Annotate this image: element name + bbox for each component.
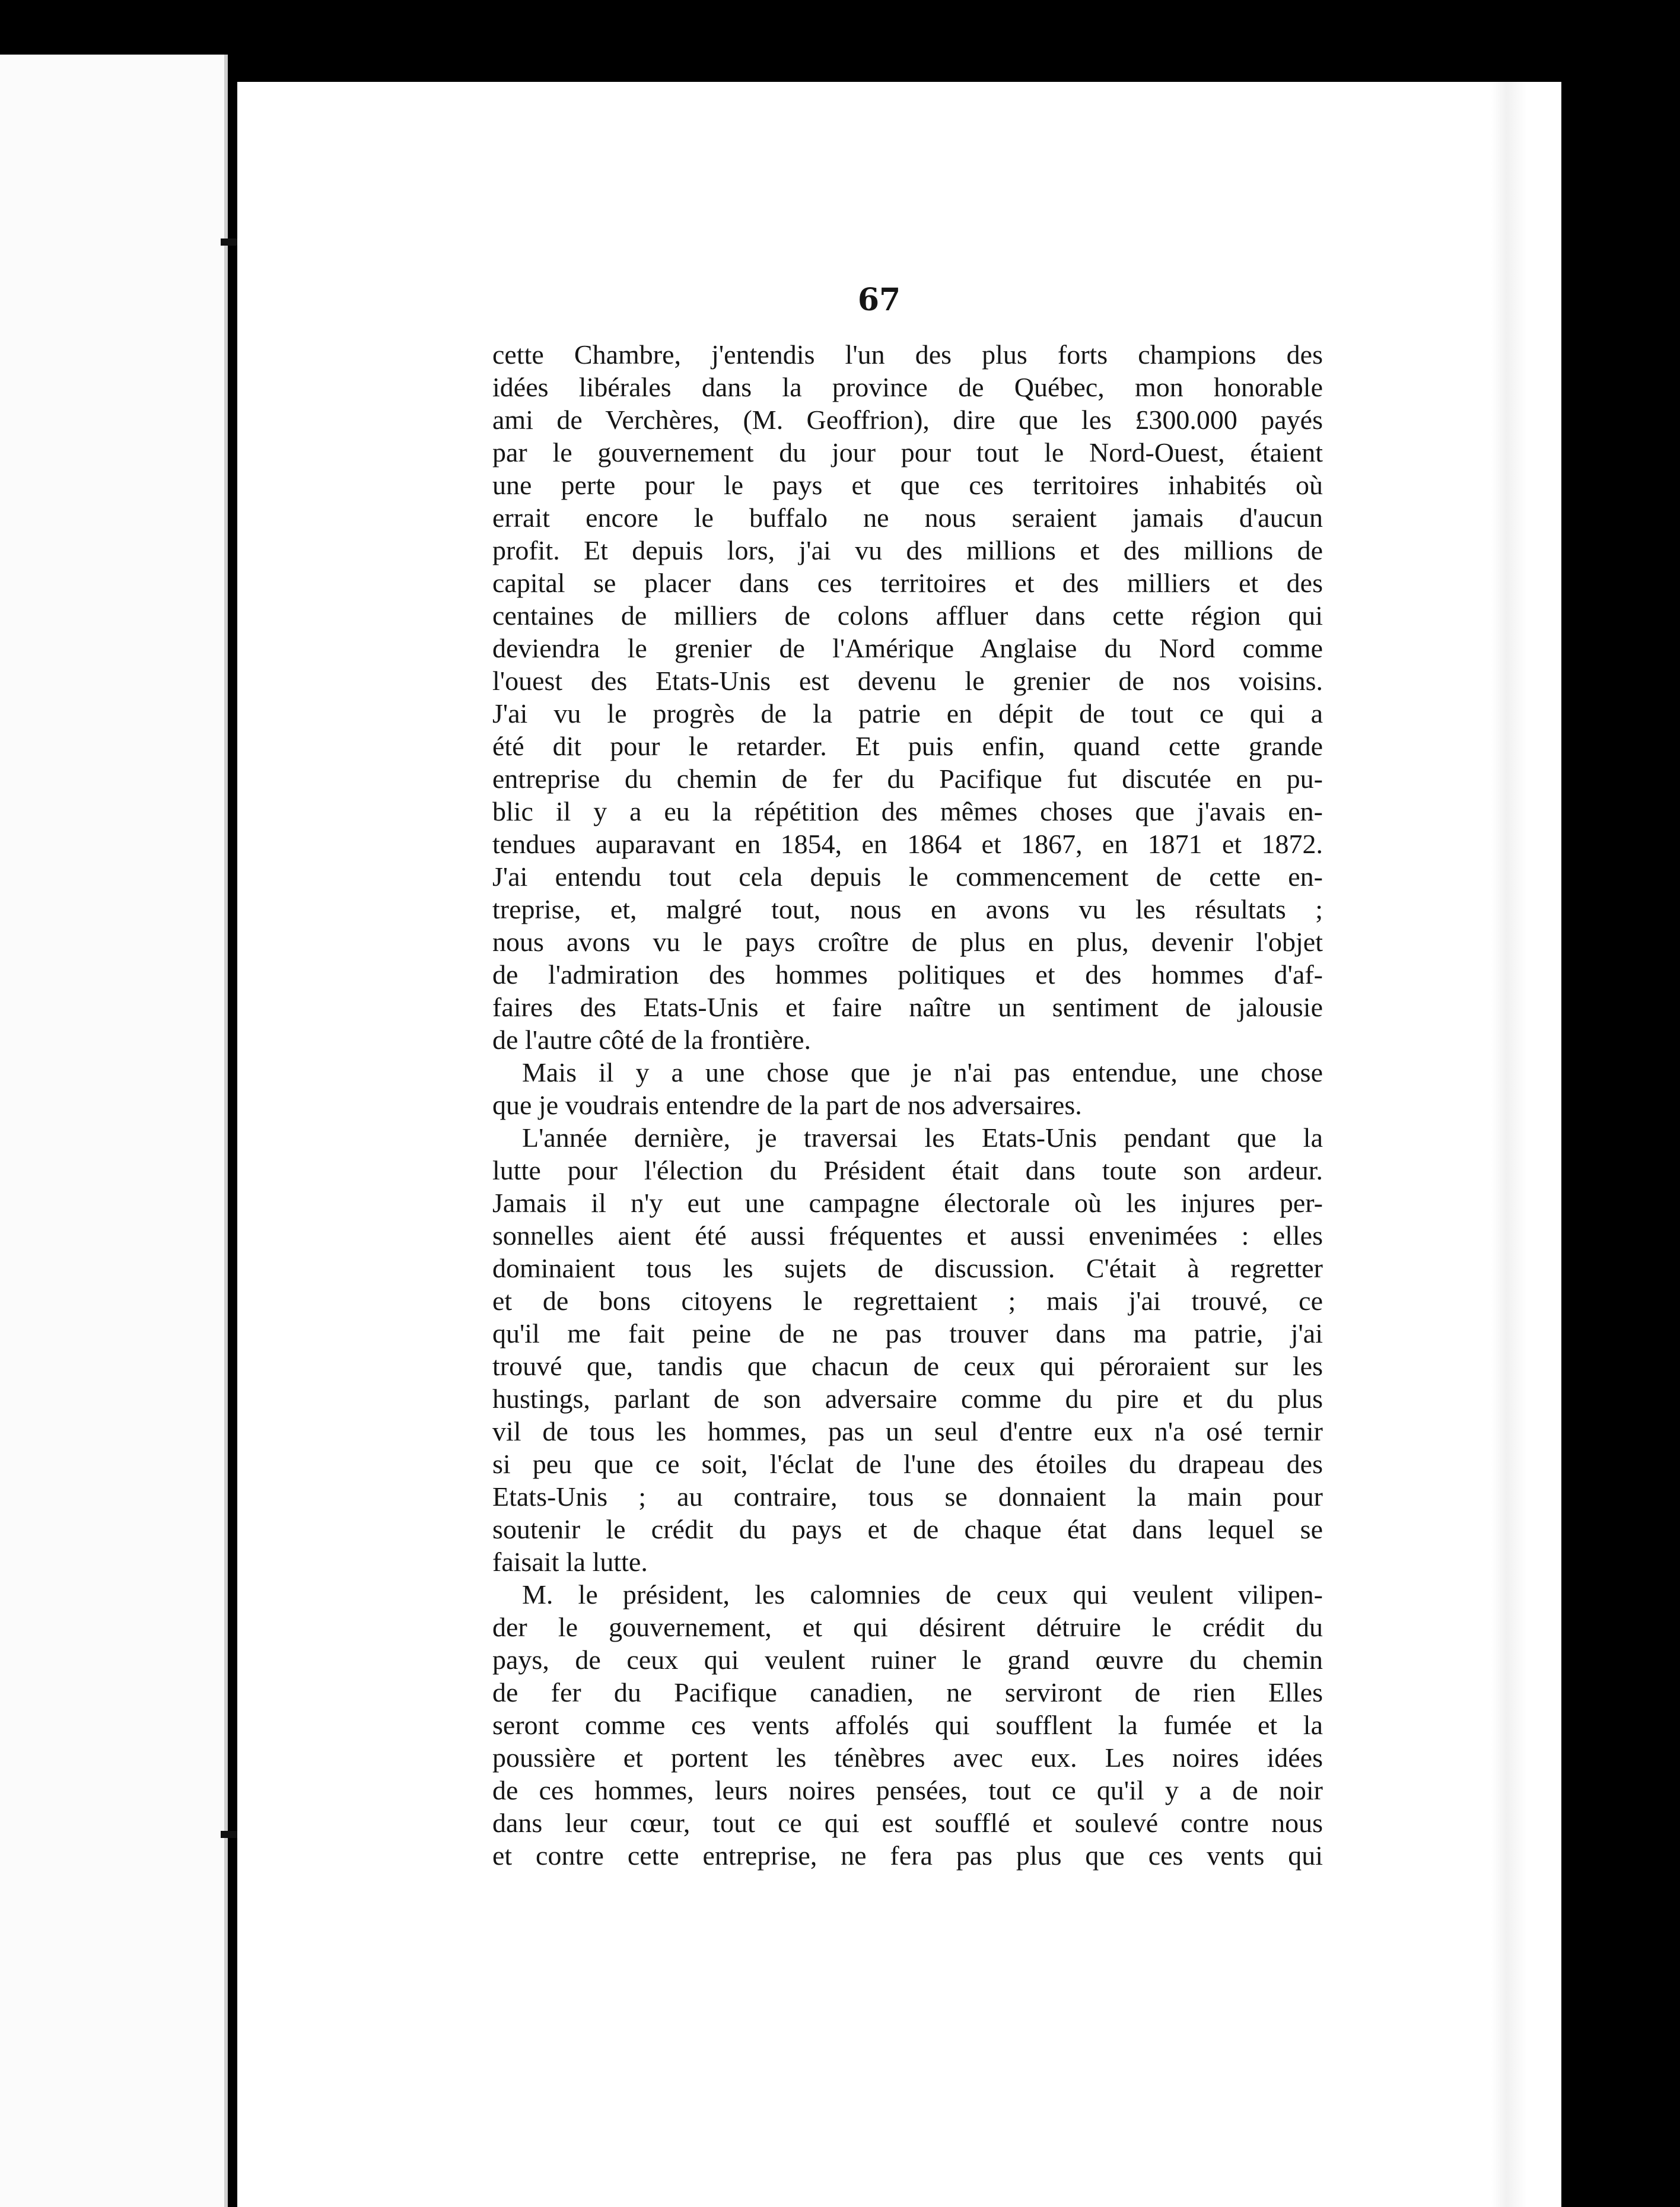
text-line: si peu que ce soit, l'éclat de l'une des étoiles du drapeau des <box>492 1449 1323 1479</box>
text-line: une perte pour le pays et que ces territoires inhabités où <box>492 470 1323 500</box>
text-line: deviendra le grenier de l'Amérique Anglaise du Nord comme <box>492 633 1323 663</box>
text-line: idées libérales dans la province de Québec, mon honorable <box>492 372 1323 402</box>
text-line: errait encore le buffalo ne nous seraient jamais d'aucun <box>492 503 1323 533</box>
text-line: et de bons citoyens le regrettaient ; mais j'ai trouvé, ce <box>492 1286 1323 1316</box>
text-line: capital se placer dans ces territoires et des milliers et des <box>492 568 1323 598</box>
body-text <box>492 338 1323 1872</box>
text-line: faisait la lutte. <box>492 1547 648 1577</box>
page-fold-shadow <box>1491 82 1507 2207</box>
text-line: nous avons vu le pays croître de plus en plus, devenir l'objet <box>492 927 1323 957</box>
text-line: poussière et portent les ténèbres avec eux. Les noires idées <box>492 1742 1323 1773</box>
text-line: centaines de milliers de colons affluer dans cette région qui <box>492 600 1323 631</box>
text-line: J'ai vu le progrès de la patrie en dépit de tout ce qui a <box>492 698 1323 729</box>
text-line: de l'autre côté de la frontière. <box>492 1025 811 1055</box>
facing-page-edge <box>0 55 228 2207</box>
page-number: 67 <box>857 282 901 318</box>
text-line: M. le président, les calomnies de ceux qui veulent vilipen- <box>522 1579 1323 1610</box>
text-line: entreprise du chemin de fer du Pacifique fut discutée en pu- <box>492 764 1323 794</box>
text-line: ami de Verchères, (M. Geoffrion), dire que les £300.000 payés <box>492 405 1323 435</box>
text-line: faires des Etats-Unis et faire naître un sentiment de jalousie <box>492 992 1323 1022</box>
text-line: et contre cette entreprise, ne fera pas plus que ces vents qui <box>492 1840 1323 1871</box>
text-line: blic il y a eu la répétition des mêmes choses que j'avais en- <box>492 796 1323 826</box>
text-line: soutenir le crédit du pays et de chaque état dans lequel se <box>492 1514 1323 1544</box>
margin-mark <box>221 238 238 246</box>
text-line: treprise, et, malgré tout, nous en avons vu les résultats ; <box>492 894 1323 924</box>
text-line: sonnelles aient été aussi fréquentes et aussi envenimées : elles <box>492 1220 1323 1251</box>
text-line: hustings, parlant de son adversaire comme du pire et du plus <box>492 1384 1323 1414</box>
text-line: dans leur cœur, tout ce qui est soufflé et soulevé contre nous <box>492 1808 1323 1838</box>
text-line: profit. Et depuis lors, j'ai vu des millions et des millions de <box>492 535 1323 565</box>
text-line: l'ouest des Etats-Unis est devenu le grenier de nos voisins. <box>492 666 1323 696</box>
text-line: Jamais il n'y eut une campagne électorale où les injures per- <box>492 1188 1323 1218</box>
text-line: der le gouvernement, et qui désirent détruire le crédit du <box>492 1612 1323 1642</box>
text-line: Etats-Unis ; au contraire, tous se donnaient la main pour <box>492 1481 1323 1512</box>
text-line: pays, de ceux qui veulent ruiner le grand œuvre du chemin <box>492 1645 1323 1675</box>
text-line: été dit pour le retarder. Et puis enfin, quand cette grande <box>492 731 1323 761</box>
text-line: par le gouvernement du jour pour tout le Nord-Ouest, étaient <box>492 437 1323 468</box>
text-line: vil de tous les hommes, pas un seul d'entre eux n'a osé ternir <box>492 1416 1323 1446</box>
margin-mark <box>221 1831 238 1838</box>
text-line: cette Chambre, j'entendis l'un des plus forts champions des <box>492 339 1323 370</box>
text-line: trouvé que, tandis que chacun de ceux qui péroraient sur les <box>492 1351 1323 1381</box>
text-line: Mais il y a une chose que je n'ai pas entendue, une chose <box>522 1057 1323 1087</box>
text-line: dominaient tous les sujets de discussion. C'était à regretter <box>492 1253 1323 1283</box>
page-fold-highlight <box>1507 82 1527 2207</box>
text-line: tendues auparavant en 1854, en 1864 et 1867, en 1871 et 1872. <box>492 829 1323 859</box>
text-line: de l'admiration des hommes politiques et des hommes d'af- <box>492 959 1323 990</box>
text-line: L'année dernière, je traversai les Etats-Unis pendant que la <box>522 1122 1323 1153</box>
text-line: J'ai entendu tout cela depuis le commencement de cette en- <box>492 861 1323 892</box>
text-line: lutte pour l'élection du Président était dans toute son ardeur. <box>492 1155 1323 1185</box>
text-line: de fer du Pacifique canadien, ne serviront de rien Elles <box>492 1677 1323 1707</box>
text-line: que je voudrais entendre de la part de nos adversaires. <box>492 1090 1082 1120</box>
text-line: seront comme ces vents affolés qui soufflent la fumée et la <box>492 1710 1323 1740</box>
text-line: de ces hommes, leurs noires pensées, tout ce qu'il y a de noir <box>492 1775 1323 1805</box>
text-line: qu'il me fait peine de ne pas trouver dans ma patrie, j'ai <box>492 1318 1323 1349</box>
